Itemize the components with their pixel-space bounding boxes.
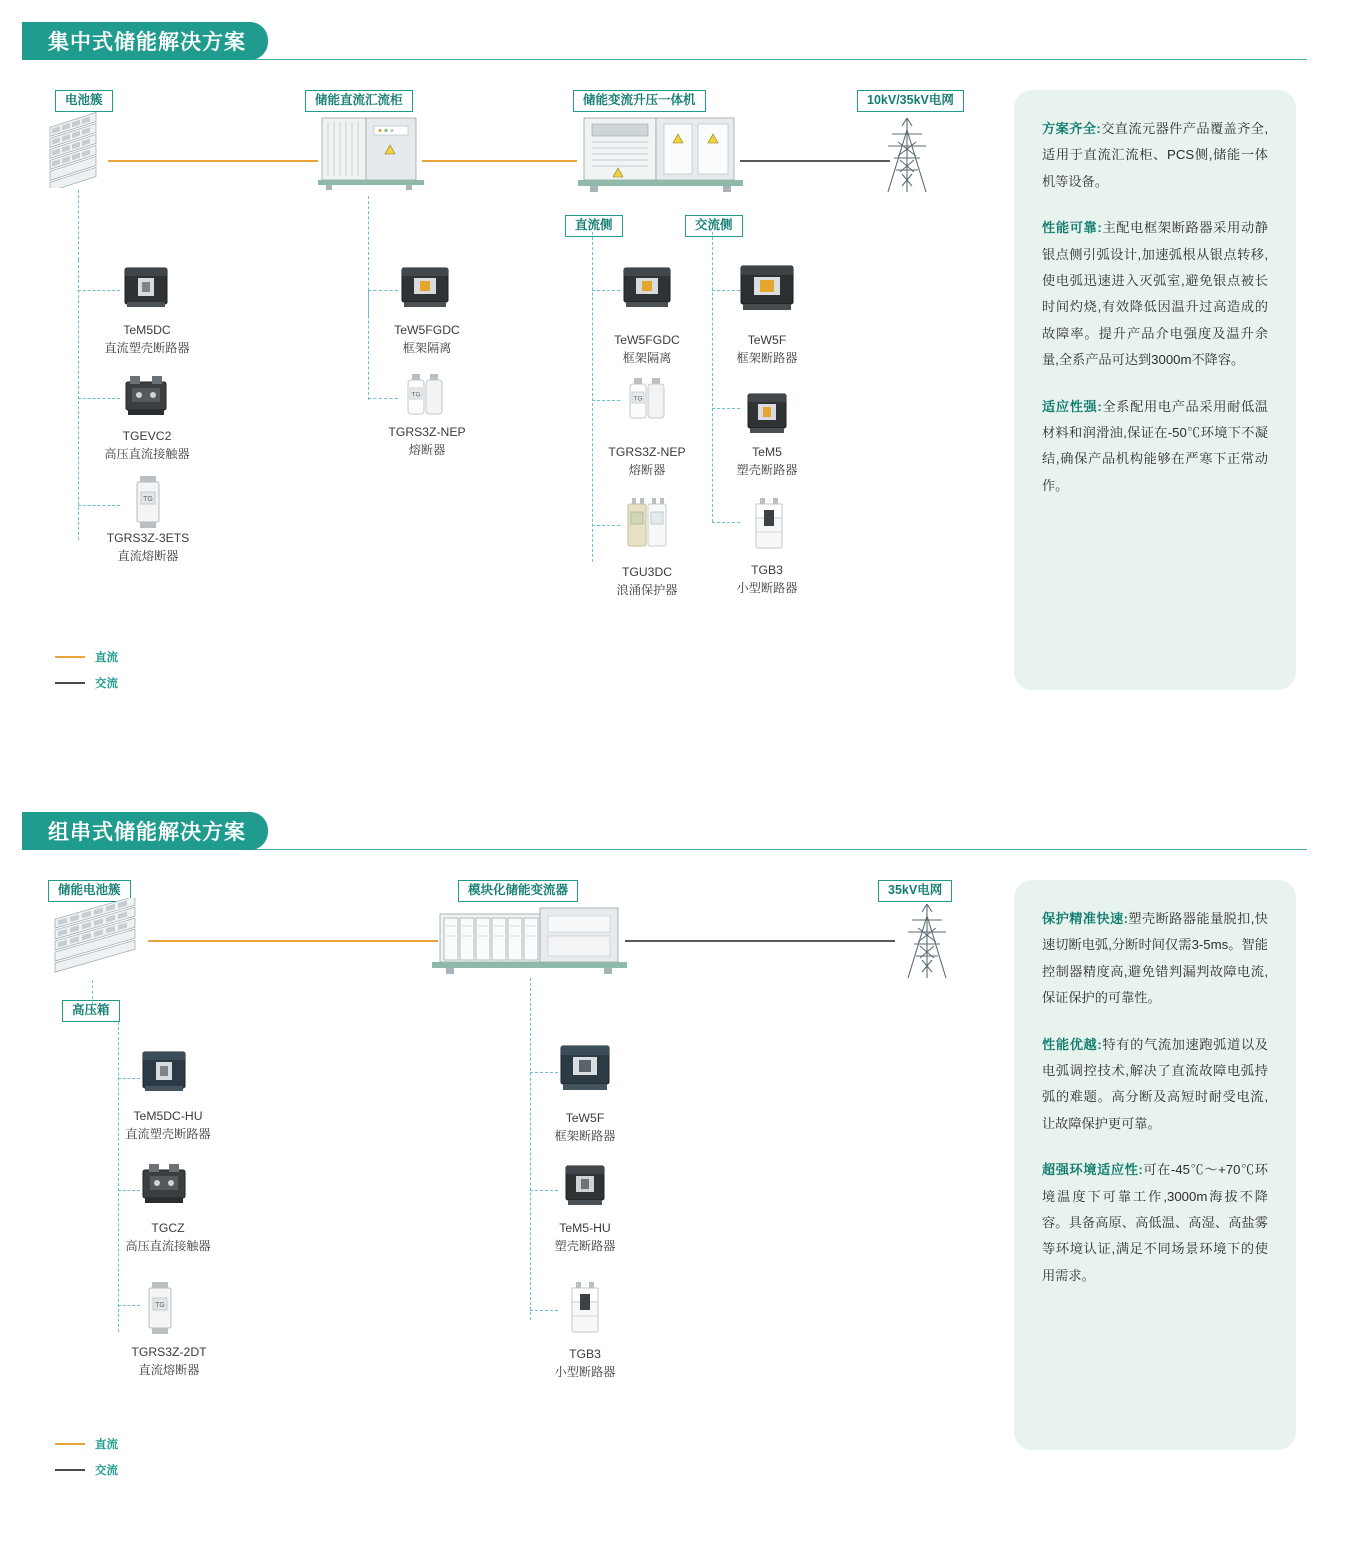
dash-battery-column bbox=[78, 260, 79, 540]
section-title-1: 集中式储能解决方案 bbox=[48, 31, 246, 54]
dash-to-tem5-hu bbox=[530, 1190, 558, 1191]
dash-to-tem5dc bbox=[78, 290, 120, 291]
device-label-tgb3-1: TGB3 小型断路器 bbox=[736, 563, 798, 595]
panel-1-body-1: 交直流元器件产品覆盖齐全,适用于直流汇流柜、PCS侧,储能一体机等设备。 bbox=[1042, 121, 1268, 189]
svg-text:TG: TG bbox=[633, 395, 643, 403]
dash-pcs-column-2 bbox=[530, 978, 531, 1320]
dash-to-tgevc2 bbox=[78, 398, 120, 399]
node-chip-dc-combiner: 储能直流汇流柜 bbox=[305, 90, 413, 112]
panel-1-para-2 bbox=[1042, 215, 1268, 373]
device-label-tgrs3z-3ets: TGRS3Z-3ETS 直流熔断器 bbox=[106, 531, 190, 563]
panel-2-body-3: 可在-45℃～+70℃环境温度下可靠工作,3000m海拔不降容。具备高原、高低温、高湿、高盐雾等环境认证,满足不同场景环境下的使用需求。 bbox=[1042, 1162, 1268, 1283]
dash-battery-down-2 bbox=[92, 980, 93, 1010]
spd-icon-tgu3dc bbox=[620, 496, 674, 554]
dash-to-tem5 bbox=[712, 408, 740, 409]
legend-2 bbox=[55, 1435, 118, 1487]
modular-pcs-illustration bbox=[432, 898, 627, 978]
device-label-tgb3-2: TGB3 小型断路器 bbox=[554, 1347, 616, 1379]
battery-cluster-illustration-2 bbox=[45, 898, 150, 980]
svg-text:TG: TG bbox=[411, 391, 421, 399]
legend-line-ac-2 bbox=[55, 1469, 85, 1471]
link-dc-combiner-to-pcs bbox=[422, 160, 577, 162]
pcs-integrated-machine-illustration bbox=[578, 108, 743, 196]
panel-1-para-3 bbox=[1042, 394, 1268, 500]
legend-label-dc-1: 直流 bbox=[95, 652, 118, 664]
link-dc-battery-to-pcs-2 bbox=[148, 940, 438, 942]
node-chip-grid-2: 35kV电网 bbox=[878, 880, 952, 902]
dash-to-tgrs3z-3ets bbox=[78, 505, 120, 506]
device-label-tem5dc-hu: TeM5DC-HU 直流塑壳断路器 bbox=[125, 1109, 211, 1141]
legend-line-dc-1 bbox=[55, 656, 85, 658]
acb-icon-tew5f bbox=[736, 258, 798, 316]
panel-1-body-3: 全系配用电产品采用耐低温材料和润滑油,保证在-50℃环境下不凝结,确保产品机构能够在严寒下正常动作。 bbox=[1042, 398, 1268, 493]
panel-1-body-2: 主配电框架断路器采用动静银点侧引弧设计,加速弧根从银点转移,使电弧迅速进入灭弧室,避免银点被长时间灼烧,有效降低因温升过高造成的故障率。提升产品介电强度及温升余量,全系产品可达到3000m不降容。 bbox=[1042, 220, 1268, 368]
node-chip-storage-battery-cluster: 储能电池簇 bbox=[48, 880, 131, 902]
section-header-2 bbox=[0, 812, 1310, 852]
section-rule-1 bbox=[22, 59, 1307, 60]
dash-to-tgb3-1 bbox=[712, 522, 740, 523]
legend-label-dc-2: 直流 bbox=[95, 1439, 118, 1451]
svg-text:TG: TG bbox=[155, 1302, 165, 1309]
panel-2-para-3 bbox=[1042, 1157, 1268, 1289]
link-dc-battery-to-combiner bbox=[108, 160, 318, 162]
dash-dc-side-column bbox=[592, 232, 593, 562]
link-ac-pcs-to-grid-2 bbox=[625, 940, 895, 942]
section-rule-2 bbox=[22, 849, 1307, 850]
info-panel-1 bbox=[1014, 90, 1296, 690]
panel-2-title-2: 性能优越: bbox=[1042, 1036, 1102, 1052]
dash-battery-down bbox=[78, 190, 79, 260]
contactor-icon-tgcz bbox=[136, 1158, 192, 1210]
node-chip-battery-cluster: 电池簇 bbox=[55, 90, 113, 112]
fuse-icon-tgrs3z-nep-1 bbox=[400, 368, 450, 424]
device-label-tgrs3z-nep-2: TGRS3Z-NEP 熔断器 bbox=[608, 445, 686, 477]
panel-1-title-1: 方案齐全: bbox=[1042, 121, 1101, 136]
device-label-tgrs3z-nep-1: TGRS3Z-NEP 熔断器 bbox=[388, 425, 466, 457]
node-chip-hv-box: 高压箱 bbox=[62, 1000, 120, 1022]
section-title-bar-1 bbox=[22, 22, 268, 60]
dash-to-tew5fgdc-2 bbox=[592, 290, 620, 291]
mccb-icon-tem5 bbox=[742, 386, 792, 438]
device-label-tem5-hu: TeM5-HU 塑壳断路器 bbox=[554, 1221, 616, 1253]
dash-hv-box-column bbox=[118, 1022, 119, 1332]
mccb-icon-tem5-hu bbox=[560, 1158, 610, 1210]
legend-row-dc-1 bbox=[55, 648, 118, 666]
legend-1 bbox=[55, 648, 118, 700]
acb-icon-tew5fgdc-2 bbox=[618, 258, 676, 314]
node-chip-pcs-integrated: 储能变流升压一体机 bbox=[573, 90, 706, 112]
legend-label-ac-1: 交流 bbox=[95, 678, 118, 690]
transmission-tower-illustration-1 bbox=[878, 112, 936, 196]
acb-icon-tew5fgdc-1 bbox=[396, 258, 454, 314]
dash-to-tgb3-2 bbox=[530, 1310, 558, 1311]
panel-2-body-2: 特有的气流加速跑弧道以及电弧调控技术,解决了直流故障电弧持弧的难题。高分断及高短时耐受电流,让故障保护更可靠。 bbox=[1042, 1036, 1268, 1131]
device-label-tew5fgdc-2: TeW5FGDC 框架隔离 bbox=[614, 333, 680, 365]
battery-cluster-illustration bbox=[42, 108, 112, 188]
fuse-icon-tgrs3z-nep-2 bbox=[622, 372, 672, 428]
mcb-icon-tgb3-1 bbox=[748, 498, 790, 556]
node-chip-modular-pcs: 模块化储能变流器 bbox=[458, 880, 578, 902]
device-label-tew5fgdc-1: TeW5FGDC 框架隔离 bbox=[394, 323, 460, 355]
panel-2-title-3: 超强环境适应性: bbox=[1042, 1162, 1143, 1178]
dash-to-tew5fgdc bbox=[368, 290, 398, 291]
panel-1-title-2: 性能可靠: bbox=[1042, 220, 1102, 236]
legend-row-ac-1 bbox=[55, 674, 118, 692]
device-label-tgcz: TGCZ 高压直流接触器 bbox=[125, 1221, 211, 1253]
legend-label-ac-2: 交流 bbox=[95, 1465, 118, 1477]
svg-text:TG: TG bbox=[143, 496, 153, 503]
device-label-tem5: TeM5 塑壳断路器 bbox=[736, 445, 798, 477]
dash-to-tgrs3z-nep-2 bbox=[592, 400, 620, 401]
panel-2-para-1 bbox=[1042, 906, 1268, 1012]
legend-row-dc-2 bbox=[55, 1435, 118, 1453]
section-header-1 bbox=[0, 22, 1310, 62]
node-chip-ac-side: 交流侧 bbox=[685, 215, 743, 237]
section-title-bar-2 bbox=[22, 812, 268, 850]
node-chip-dc-side: 直流侧 bbox=[565, 215, 623, 237]
panel-2-para-2 bbox=[1042, 1032, 1268, 1138]
panel-1-para-1 bbox=[1042, 116, 1268, 195]
legend-line-dc-2 bbox=[55, 1443, 85, 1445]
node-chip-grid-1: 10kV/35kV电网 bbox=[857, 90, 964, 112]
panel-2-title-1: 保护精准快速: bbox=[1042, 911, 1128, 926]
panel-1-title-3: 适应性强: bbox=[1042, 398, 1102, 414]
device-label-tgu3dc: TGU3DC 浪涌保护器 bbox=[616, 565, 678, 597]
dash-to-tew5f-2 bbox=[530, 1072, 558, 1073]
link-ac-pcs-to-grid bbox=[740, 160, 890, 162]
dash-to-tgrs3z-nep-1 bbox=[368, 398, 398, 399]
acb-icon-tew5f-2 bbox=[556, 1038, 614, 1096]
transmission-tower-illustration-2 bbox=[898, 898, 956, 982]
dc-combiner-cabinet-illustration bbox=[318, 112, 424, 194]
dash-to-tgrs3z-2dt bbox=[118, 1305, 140, 1306]
dash-to-tgu3dc bbox=[592, 525, 620, 526]
fuse-icon-tgrs3z-2dt bbox=[140, 1278, 180, 1340]
info-panel-2 bbox=[1014, 880, 1296, 1450]
device-label-tgevc2: TGEVC2 高压直流接触器 bbox=[104, 429, 190, 461]
fuse-icon-tgrs3z-3ets bbox=[128, 472, 168, 534]
contactor-icon-tgevc2 bbox=[118, 368, 174, 422]
section-title-2: 组串式储能解决方案 bbox=[48, 821, 246, 844]
panel-2-body-1: 塑壳断路器能量脱扣,快速切断电弧,分断时间仅需3-5ms。智能控制器精度高,避免错判漏判故障电流,保证保护的可靠性。 bbox=[1042, 911, 1268, 1006]
mcb-icon-tgb3-2 bbox=[564, 1282, 606, 1340]
legend-row-ac-2 bbox=[55, 1461, 118, 1479]
device-label-tgrs3z-2dt: TGRS3Z-2DT 直流熔断器 bbox=[131, 1345, 207, 1377]
device-label-tew5f-2: TeW5F 框架断路器 bbox=[554, 1111, 616, 1143]
legend-line-ac-1 bbox=[55, 682, 85, 684]
device-label-tem5dc: TeM5DC 直流塑壳断路器 bbox=[104, 323, 190, 355]
device-label-tew5f: TeW5F 框架断路器 bbox=[736, 333, 798, 365]
mccb-icon-tem5dc bbox=[118, 258, 174, 314]
mccb-icon-tem5dc-hu bbox=[136, 1042, 192, 1098]
